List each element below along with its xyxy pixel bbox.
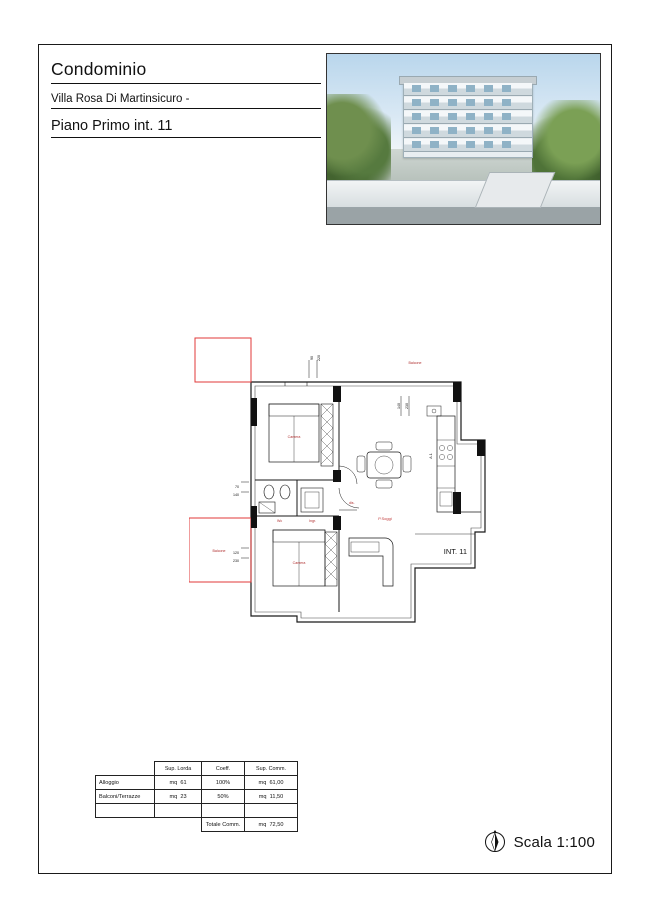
room-label-soggiorno: P.Soggi <box>378 516 392 521</box>
page-title: Condominio <box>51 59 321 84</box>
table-row <box>96 790 298 804</box>
row-alloggio-comm: mq 61,00 <box>245 776 298 790</box>
area-table <box>95 761 298 832</box>
table-header-row <box>96 762 298 776</box>
total-label: Totale Comm. <box>202 818 245 832</box>
room-label-camera-2: Camera <box>292 561 306 565</box>
room-label-balcone-2: Balcone <box>212 549 226 553</box>
table-row-empty <box>96 804 298 818</box>
boundary-wall <box>327 180 600 208</box>
dimension-140: 140 <box>233 493 239 497</box>
room-label-camera: Camera <box>287 435 301 439</box>
row-balconi-coeff: 50% <box>202 790 245 804</box>
project-subtitle: Villa Rosa Di Martinsicuro - <box>51 93 321 109</box>
dimension-70: 70 <box>235 485 239 489</box>
row-empty-b <box>202 804 245 818</box>
tree-left-icon <box>326 94 391 186</box>
dimension-120: 120 <box>233 551 239 555</box>
header-sup-lorda: Sup. Lorda <box>155 762 202 776</box>
north-arrow-icon <box>483 829 507 855</box>
header-sup-comm: Sup. Comm. <box>245 762 298 776</box>
room-label-disimpegno: dis. <box>349 501 355 505</box>
total-blank-1 <box>96 818 155 832</box>
room-label-wc: Wc <box>277 519 283 523</box>
header-coeff: Coeff. <box>202 762 245 776</box>
total-blank-2 <box>155 818 202 832</box>
row-alloggio-lorda: mq 61 <box>155 776 202 790</box>
row-balconi-lorda: mq 23 <box>155 790 202 804</box>
dimension-90: 90 <box>310 356 314 360</box>
total-value: mq 72,50 <box>245 818 298 832</box>
room-label-ingresso: Ingr. <box>309 519 316 523</box>
dimension-230: 230 <box>233 559 239 563</box>
table-row <box>96 776 298 790</box>
floor-plan <box>189 320 489 650</box>
dimension-a1: A.1 <box>429 453 433 459</box>
row-empty-a <box>155 804 202 818</box>
building-floor <box>404 83 532 96</box>
building-floor <box>404 97 532 110</box>
floor-title: Piano Primo int. 11 <box>51 118 321 138</box>
table-total-row <box>96 818 298 832</box>
title-block <box>51 59 321 147</box>
drawing-sheet <box>38 44 612 874</box>
scale-label: Scala 1:100 <box>513 833 595 851</box>
scale-block <box>483 829 595 855</box>
row-empty-c <box>245 804 298 818</box>
building-facade <box>403 80 533 158</box>
header-blank <box>96 762 155 776</box>
dimension-140b: 140 <box>397 403 401 409</box>
building-render-photo <box>326 53 601 225</box>
building-floor <box>404 139 532 152</box>
row-balconi-comm: mq 11,50 <box>245 790 298 804</box>
road <box>327 208 600 224</box>
row-empty-label <box>96 804 155 818</box>
row-alloggio-coeff: 100% <box>202 776 245 790</box>
room-label-balcone: Balcone <box>408 361 422 365</box>
dimension-220: 220 <box>317 355 321 361</box>
row-label-alloggio: Alloggio <box>96 776 155 790</box>
building-floor <box>404 111 532 124</box>
row-label-balconi: Balconi/Terrazze <box>96 790 155 804</box>
unit-label: INT. 11 <box>443 547 467 556</box>
dimension-230b: 230 <box>405 403 409 409</box>
building-floor <box>404 125 532 138</box>
